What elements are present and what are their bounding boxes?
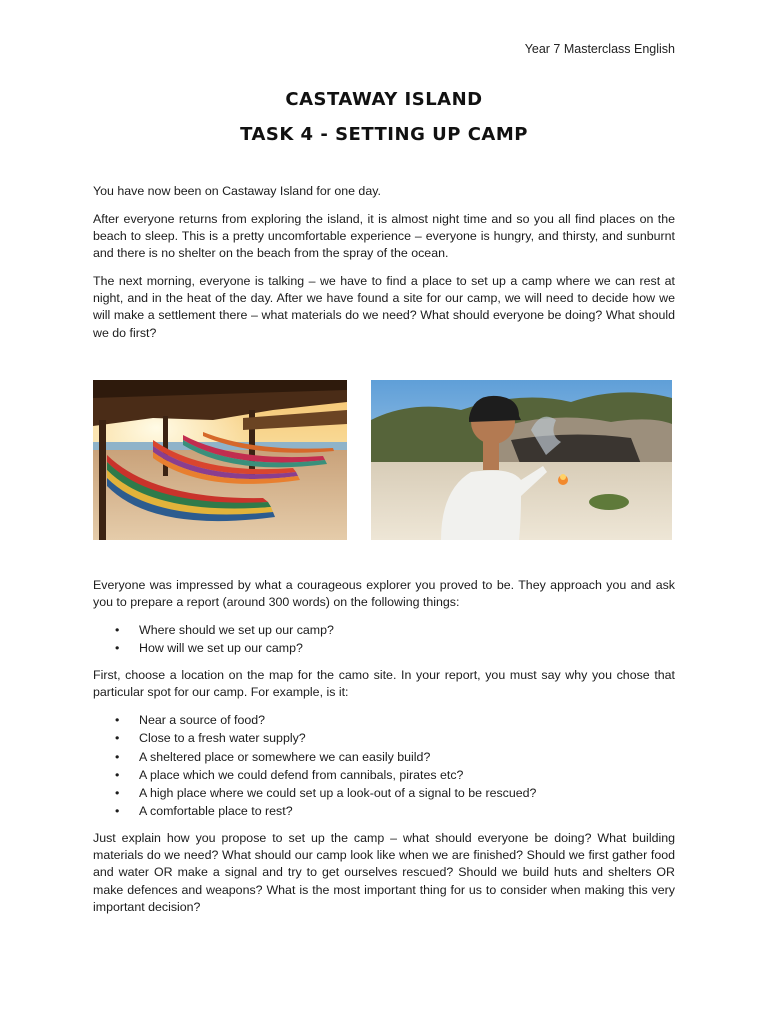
location-paragraph: First, choose a location on the map for the camo site. In your report, you must say why you chose that particular spot for our camp. For example, is it: (93, 668, 675, 700)
hammocks-beach-photo (93, 380, 347, 540)
bullet-glyph: • (115, 641, 120, 656)
bullet-glyph: • (115, 749, 120, 764)
location-criteria-list (93, 711, 675, 821)
morning-paragraph: The next morning, everyone is talking – we have to find a place to set up a camp where we can rest at night, and in the heat of the day. After we have found a site for our camp, we will need to decide how we will make a settlement there – what materials do we need? What should everyone be doing? What should we do first? (93, 274, 675, 340)
list-item: • A sheltered place or somewhere we can easily build? (93, 748, 675, 766)
report-questions-list (93, 621, 675, 658)
report-request-paragraph: Everyone was impressed by what a courageous explorer you proved to be. They approach you and ask you to prepare a report (around 300 words) on the following things: (93, 578, 675, 610)
bullet-glyph: • (115, 804, 120, 819)
night-paragraph: After everyone returns from exploring the island, it is almost night time and so you all find places on the beach to sleep. This is a pretty uncomfortable experience – everyone is hungry, and thirsty, and sunburnt and there is no shelter on the beach from the spray of the ocean. (93, 212, 675, 261)
explorer-beach-photo (371, 380, 672, 540)
main-title: CASTAWAY ISLAND (285, 89, 483, 110)
list-item: • A place which we could defend from cannibals, pirates etc? (93, 766, 675, 784)
list-item: • How will we set up our camp? (93, 639, 675, 657)
bullet-glyph: • (115, 731, 120, 746)
bullet-glyph: • (115, 623, 120, 637)
bullet-glyph: • (115, 786, 120, 801)
list-item: • A high place where we could set up a look-out of a signal to be rescued? (93, 784, 675, 802)
list-item: • A comfortable place to rest? (93, 802, 675, 820)
course-header: Year 7 Masterclass English (524, 42, 675, 56)
list-item: • Near a source of food? (93, 711, 675, 729)
intro-paragraph: You have now been on Castaway Island for one day. (93, 184, 381, 198)
camp-plan-paragraph: Just explain how you propose to set up the camp – what should everyone be doing? What building materials do we need? What should our camp look like when we are finished? Should we first gather food and water OR make a signal and try to get ourselves rescued? Should we build huts and shelters OR make defences and weapons? What is the most important thing for us to consider when making this very important decision? (93, 831, 675, 914)
bullet-glyph: • (115, 713, 120, 727)
list-item: • Where should we set up our camp? (93, 621, 675, 639)
list-item: • Close to a fresh water supply? (93, 729, 675, 747)
task-title: TASK 4 - SETTING UP CAMP (240, 124, 528, 145)
bullet-glyph: • (115, 767, 120, 782)
